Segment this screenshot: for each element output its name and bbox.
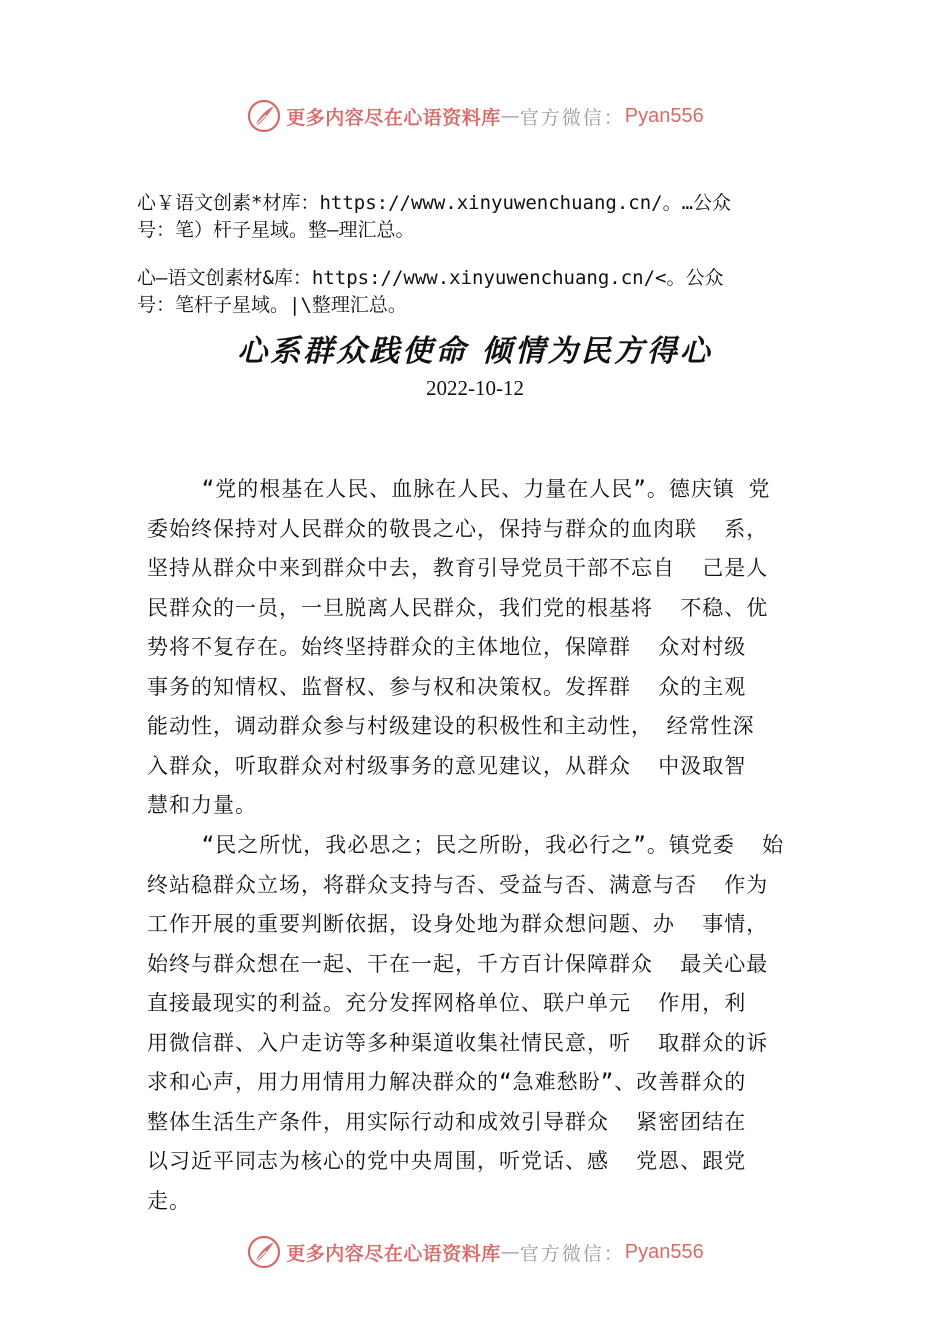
source-note-1 (137, 190, 847, 244)
article-paragraph-2 (147, 826, 837, 1221)
paragraph-line: 能动性，调动群众参与村级建设的积极性和主动性， 经常性深 (147, 714, 755, 738)
paragraph-line: “民之所忧，我必思之；民之所盼，我必行之”。镇党委 始 (147, 833, 785, 857)
paragraph-line: 坚持从群众中来到群众中去，教育引导党员干部不忘自 己是人 (147, 556, 769, 580)
source-note-1-line1: 心￥语文创素*材库：https://www.xinyuwenchuang.cn/。…公众 (137, 192, 732, 214)
article-title: 心系群众践使命 倾情为民方得心 (237, 334, 713, 369)
banner-brand-text: 更多内容尽在心语资料库 (286, 106, 501, 129)
paragraph-line: 慧和力量。 (147, 793, 257, 817)
source-note-2-line1: 心—语文创素材&库：https://www.xinyuwenchuang.cn/<。公众 (137, 267, 724, 289)
banner-dash: — (500, 105, 520, 127)
article-paragraph-1 (147, 470, 837, 826)
banner-dash: — (500, 1241, 520, 1263)
paragraph-line: 事务的知情权、监督权、参与权和决策权。发挥群 众的主观 (147, 674, 747, 699)
paragraph-line: 势将不复存在。始终坚持群众的主体地位，保障群 众对村级 (147, 635, 747, 659)
paragraph-line: 工作开展的重要判断依据，设身处地为群众想问题、办 事情， (147, 912, 769, 936)
quill-logo-icon (246, 98, 282, 134)
paragraph-line: 民群众的一员，一旦脱离人民群众，我们党的根基将 不稳、优 (147, 595, 769, 620)
footer-banner (0, 1232, 950, 1272)
article-date: 2022-10-12 (426, 376, 524, 400)
paragraph-line: “党的根基在人民、血脉在人民、力量在人民”。德庆镇 党 (147, 477, 771, 501)
paragraph-line: 走。 (147, 1188, 191, 1213)
banner-label: 官方微信： (519, 1242, 625, 1265)
source-note-2-line2: 号：笔杆子星域。|\整理汇总。 (137, 294, 407, 316)
paragraph-line: 终站稳群众立场，将群众支持与否、受益与否、满意与否 作为 (147, 872, 769, 897)
paragraph-line: 以习近平同志为核心的党中央周围，听党话、感 党恩、跟党 (147, 1149, 747, 1173)
quill-logo-icon (246, 1234, 282, 1270)
paragraph-line: 入群众，听取群众对村级事务的意见建议，从群众 中汲取智 (147, 753, 747, 778)
source-note-2 (137, 265, 847, 319)
banner-brand-text: 更多内容尽在心语资料库 (286, 1242, 501, 1265)
paragraph-line: 用微信群、入户走访等多种渠道收集社情民意，听 取群众的诉 (147, 1030, 769, 1055)
paragraph-line: 委始终保持对人民群众的敬畏之心，保持与群众的血肉联 系， (147, 516, 769, 541)
header-banner (0, 96, 950, 136)
banner-wechat-id: Pyan556 (624, 1240, 704, 1263)
banner-wechat-id: Pyan556 (624, 104, 704, 127)
paragraph-line: 直接最现实的利益。充分发挥网格单位、联户单元 作用，利 (147, 991, 747, 1015)
paragraph-line: 求和心声，用力用情用力解决群众的“急难愁盼”、改善群众的 (147, 1070, 747, 1094)
banner-label: 官方微信： (519, 106, 625, 129)
paragraph-line: 始终与群众想在一起、干在一起，千方百计保障群众 最关心最 (147, 951, 769, 976)
paragraph-line: 整体生活生产条件，用实际行动和成效引导群众 紧密团结在 (147, 1109, 747, 1134)
source-note-1-line2: 号：笔）杆子星域。整—理汇总。 (137, 219, 415, 241)
